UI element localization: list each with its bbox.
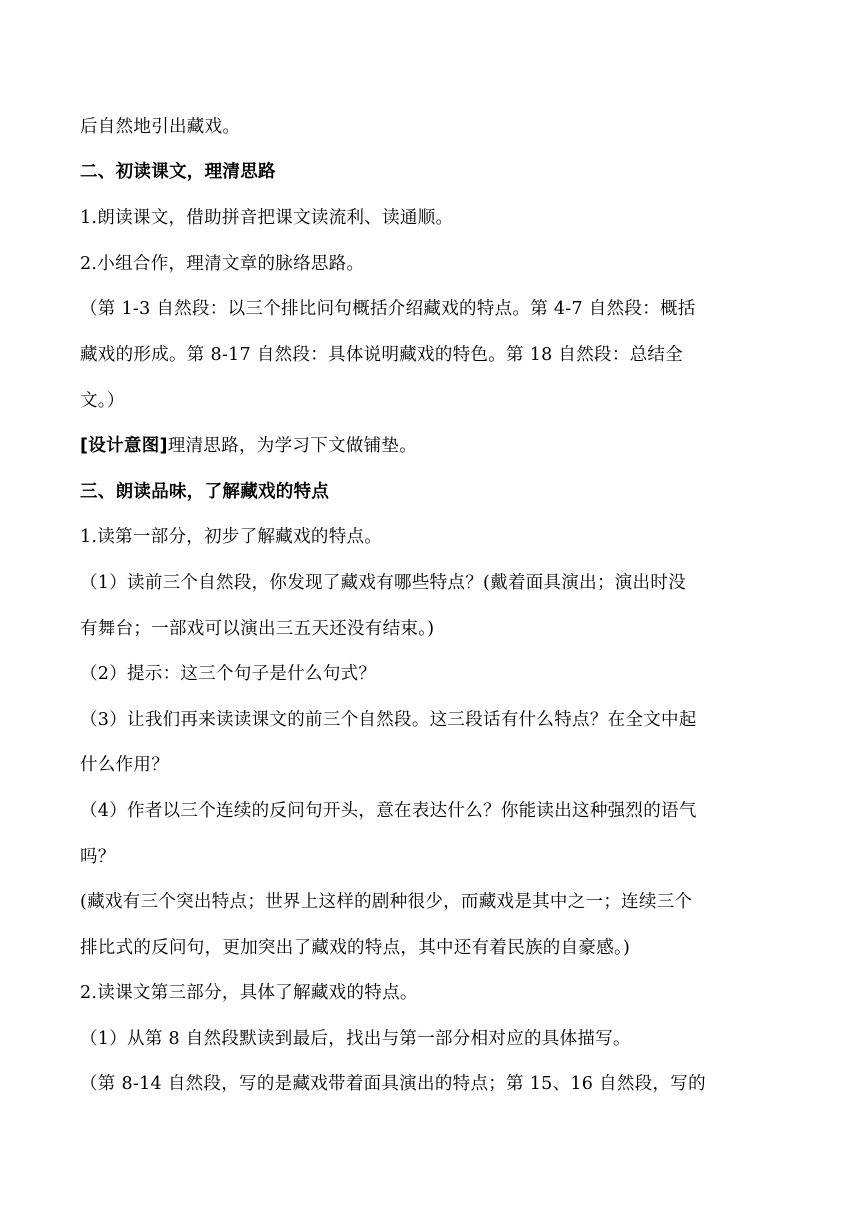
design-intent-text: 理清思路，为学习下文做铺垫。 [167, 436, 417, 456]
text-line-3: 1.朗读课文，借助拼音把课文读流利、读通顺。 [80, 208, 454, 228]
text-line-20: 2.读课文第三部分，具体了解藏戏的特点。 [80, 983, 418, 1003]
design-intent-label: [设计意图] [80, 436, 168, 456]
text-line-18: (藏戏有三个突出特点；世界上这样的剧种很少，而藏戏是其中之一；连续三个 [80, 892, 693, 912]
text-line-14: （3）让我们再来读读课文的前三个自然段。这三段话有什么特点？在全文中起 [80, 710, 697, 730]
text-line-7: 文。） [80, 391, 125, 411]
text-line-17: 吗？ [80, 847, 116, 867]
text-line-13: （2）提示：这三个句子是什么句式？ [80, 664, 377, 684]
text-line-16: （4）作者以三个连续的反问句开头，意在表达什么？你能读出这种强烈的语气 [80, 801, 697, 821]
text-line-19: 排比式的反问句，更加突出了藏戏的特点，其中还有着民族的自豪感。) [80, 938, 631, 958]
text-line-12: 有舞台；一部戏可以演出三五天还没有结束。) [80, 619, 435, 639]
text-line-22: （第 8-14 自然段，写的是藏戏带着面具演出的特点；第 15、16 自然段，写的 [80, 1074, 706, 1094]
text-line-4: 2.小组合作，理清文章的脉络思路。 [80, 254, 365, 274]
text-line-1: 后自然地引出藏戏。 [80, 117, 241, 137]
text-line-6: 藏戏的形成。第 8-17 自然段：具体说明藏戏的特色。第 18 自然段：总结全 [80, 345, 684, 365]
text-line-10: 1.读第一部分，初步了解藏戏的特点。 [80, 527, 383, 547]
text-line-11: （1）读前三个自然段，你发现了藏戏有哪些特点？(戴着面具演出；演出时没 [80, 573, 686, 593]
text-line-5: （第 1-3 自然段：以三个排比问句概括介绍藏戏的特点。第 4-7 自然段：概括 [80, 299, 696, 319]
section-heading-2: 二、初读课文，理清思路 [80, 162, 276, 182]
section-heading-3: 三、朗读品味，了解藏戏的特点 [80, 482, 330, 502]
text-line-21: （1）从第 8 自然段默读到最后，找出与第一部分相对应的具体描写。 [80, 1029, 631, 1049]
design-intent-line [80, 434, 780, 458]
text-line-15: 什么作用？ [80, 755, 169, 775]
